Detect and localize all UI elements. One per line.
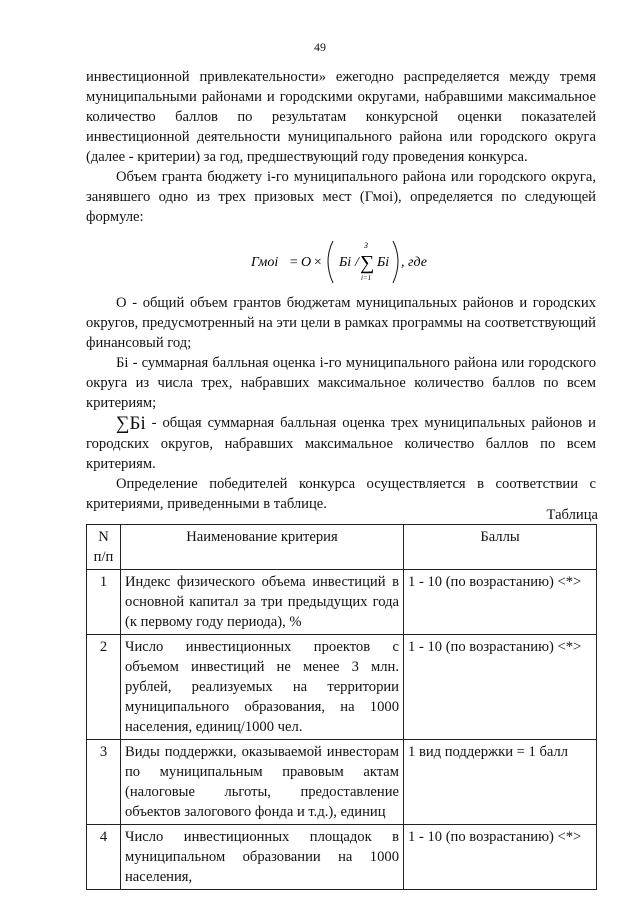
- body-text: [86, 67, 596, 514]
- formula-sum-lower: i=1: [361, 274, 372, 282]
- header-score: Баллы: [404, 525, 597, 570]
- formula-tail: , где: [401, 255, 427, 270]
- formula-times: ×: [313, 255, 323, 270]
- page-number: 49: [314, 40, 326, 54]
- row-criterion: Индекс физического объема инвестиций в основной капитал за три предыдущих года (к первому году периода), %: [121, 570, 404, 635]
- grant-formula: [126, 233, 596, 289]
- row-criterion: Число инвестиционных проектов с объемом инвестиций не менее 3 млн. рублей, реализуемых на территории муниципального образования, на 1000 населения, единиц/1000 чел.: [121, 635, 404, 740]
- row-criterion: Виды поддержки, оказываемой инвесторам по муниципальным правовым актам (налоговые льготы, предоставление объектов залогового фонда и т.д.), единиц: [121, 740, 404, 825]
- formula-o: О: [301, 255, 312, 270]
- row-num: 3: [87, 740, 121, 825]
- table-caption: Таблица: [546, 507, 598, 523]
- formula-sum-upper: 3: [364, 241, 368, 250]
- table-header-row: [87, 525, 597, 570]
- header-num: N п/п: [87, 525, 121, 570]
- row-num: 4: [87, 825, 121, 890]
- formula-bi2: Бi: [377, 255, 390, 270]
- formula-right-paren: [393, 241, 398, 283]
- row-score: 1 - 10 (по возрастанию) <*>: [404, 825, 597, 890]
- paragraph-5: [86, 413, 596, 474]
- paragraph-6: Определение победителей конкурса осуществляется в соответствии с критериями, приведенными в таблице.: [86, 476, 596, 512]
- paragraph-4: Бi - суммарная балльная оценка i-го муниципального района или городского округа из числа трех, набравших максимальное количество баллов по всем критериям;: [86, 355, 596, 411]
- row-score: 1 вид поддержки = 1 балл: [404, 740, 597, 825]
- table-row: [87, 570, 597, 635]
- paragraph-3: О - общий объем грантов бюджетам муниципальных районов и городских округов, предусмотренный на эти цели в рамках программы на соответствующий финансовый год;: [86, 295, 596, 351]
- formula-lhs: Гмоi: [251, 255, 279, 270]
- formula-svg: [251, 233, 471, 289]
- row-num: 2: [87, 635, 121, 740]
- row-criterion: Число инвестиционных площадок в муниципальном образовании на 1000 населения,: [121, 825, 404, 890]
- row-score: 1 - 10 (по возрастанию) <*>: [404, 635, 597, 740]
- formula-eq: =: [289, 255, 299, 270]
- formula-bi: Бi: [339, 255, 352, 270]
- formula-left-paren: [328, 241, 333, 283]
- table-row: [87, 740, 597, 825]
- paragraph-5-text: - общая суммарная балльная оценка трех муниципальных районов и городских округов, набравших максимальное количество баллов по всем критериям.: [86, 415, 596, 472]
- paragraph-2: Объем гранта бюджету i-го муниципального района или городского округа, занявшего одно из трех призовых мест (Гмоi), определяется по следующей формуле:: [86, 169, 596, 225]
- table-row: [87, 825, 597, 890]
- criteria-table: [86, 524, 597, 890]
- row-num: 1: [87, 570, 121, 635]
- formula-sum: ∑: [360, 252, 375, 274]
- row-score: 1 - 10 (по возрастанию) <*>: [404, 570, 597, 635]
- header-name: Наименование критерия: [121, 525, 404, 570]
- sum-symbol: ∑Бi: [116, 413, 146, 434]
- formula-slash: /: [355, 255, 359, 270]
- paragraph-1: инвестиционной привлекательности» ежегодно распределяется между тремя муниципальными районами и городскими округами, набравшими максимальное количество баллов по результатам конкурсной оценки показателей инвестиционной деятельности муниципального района или городского округа (далее - критерии) за год, предшествующий году проведения конкурса.: [86, 69, 596, 165]
- table-row: [87, 635, 597, 740]
